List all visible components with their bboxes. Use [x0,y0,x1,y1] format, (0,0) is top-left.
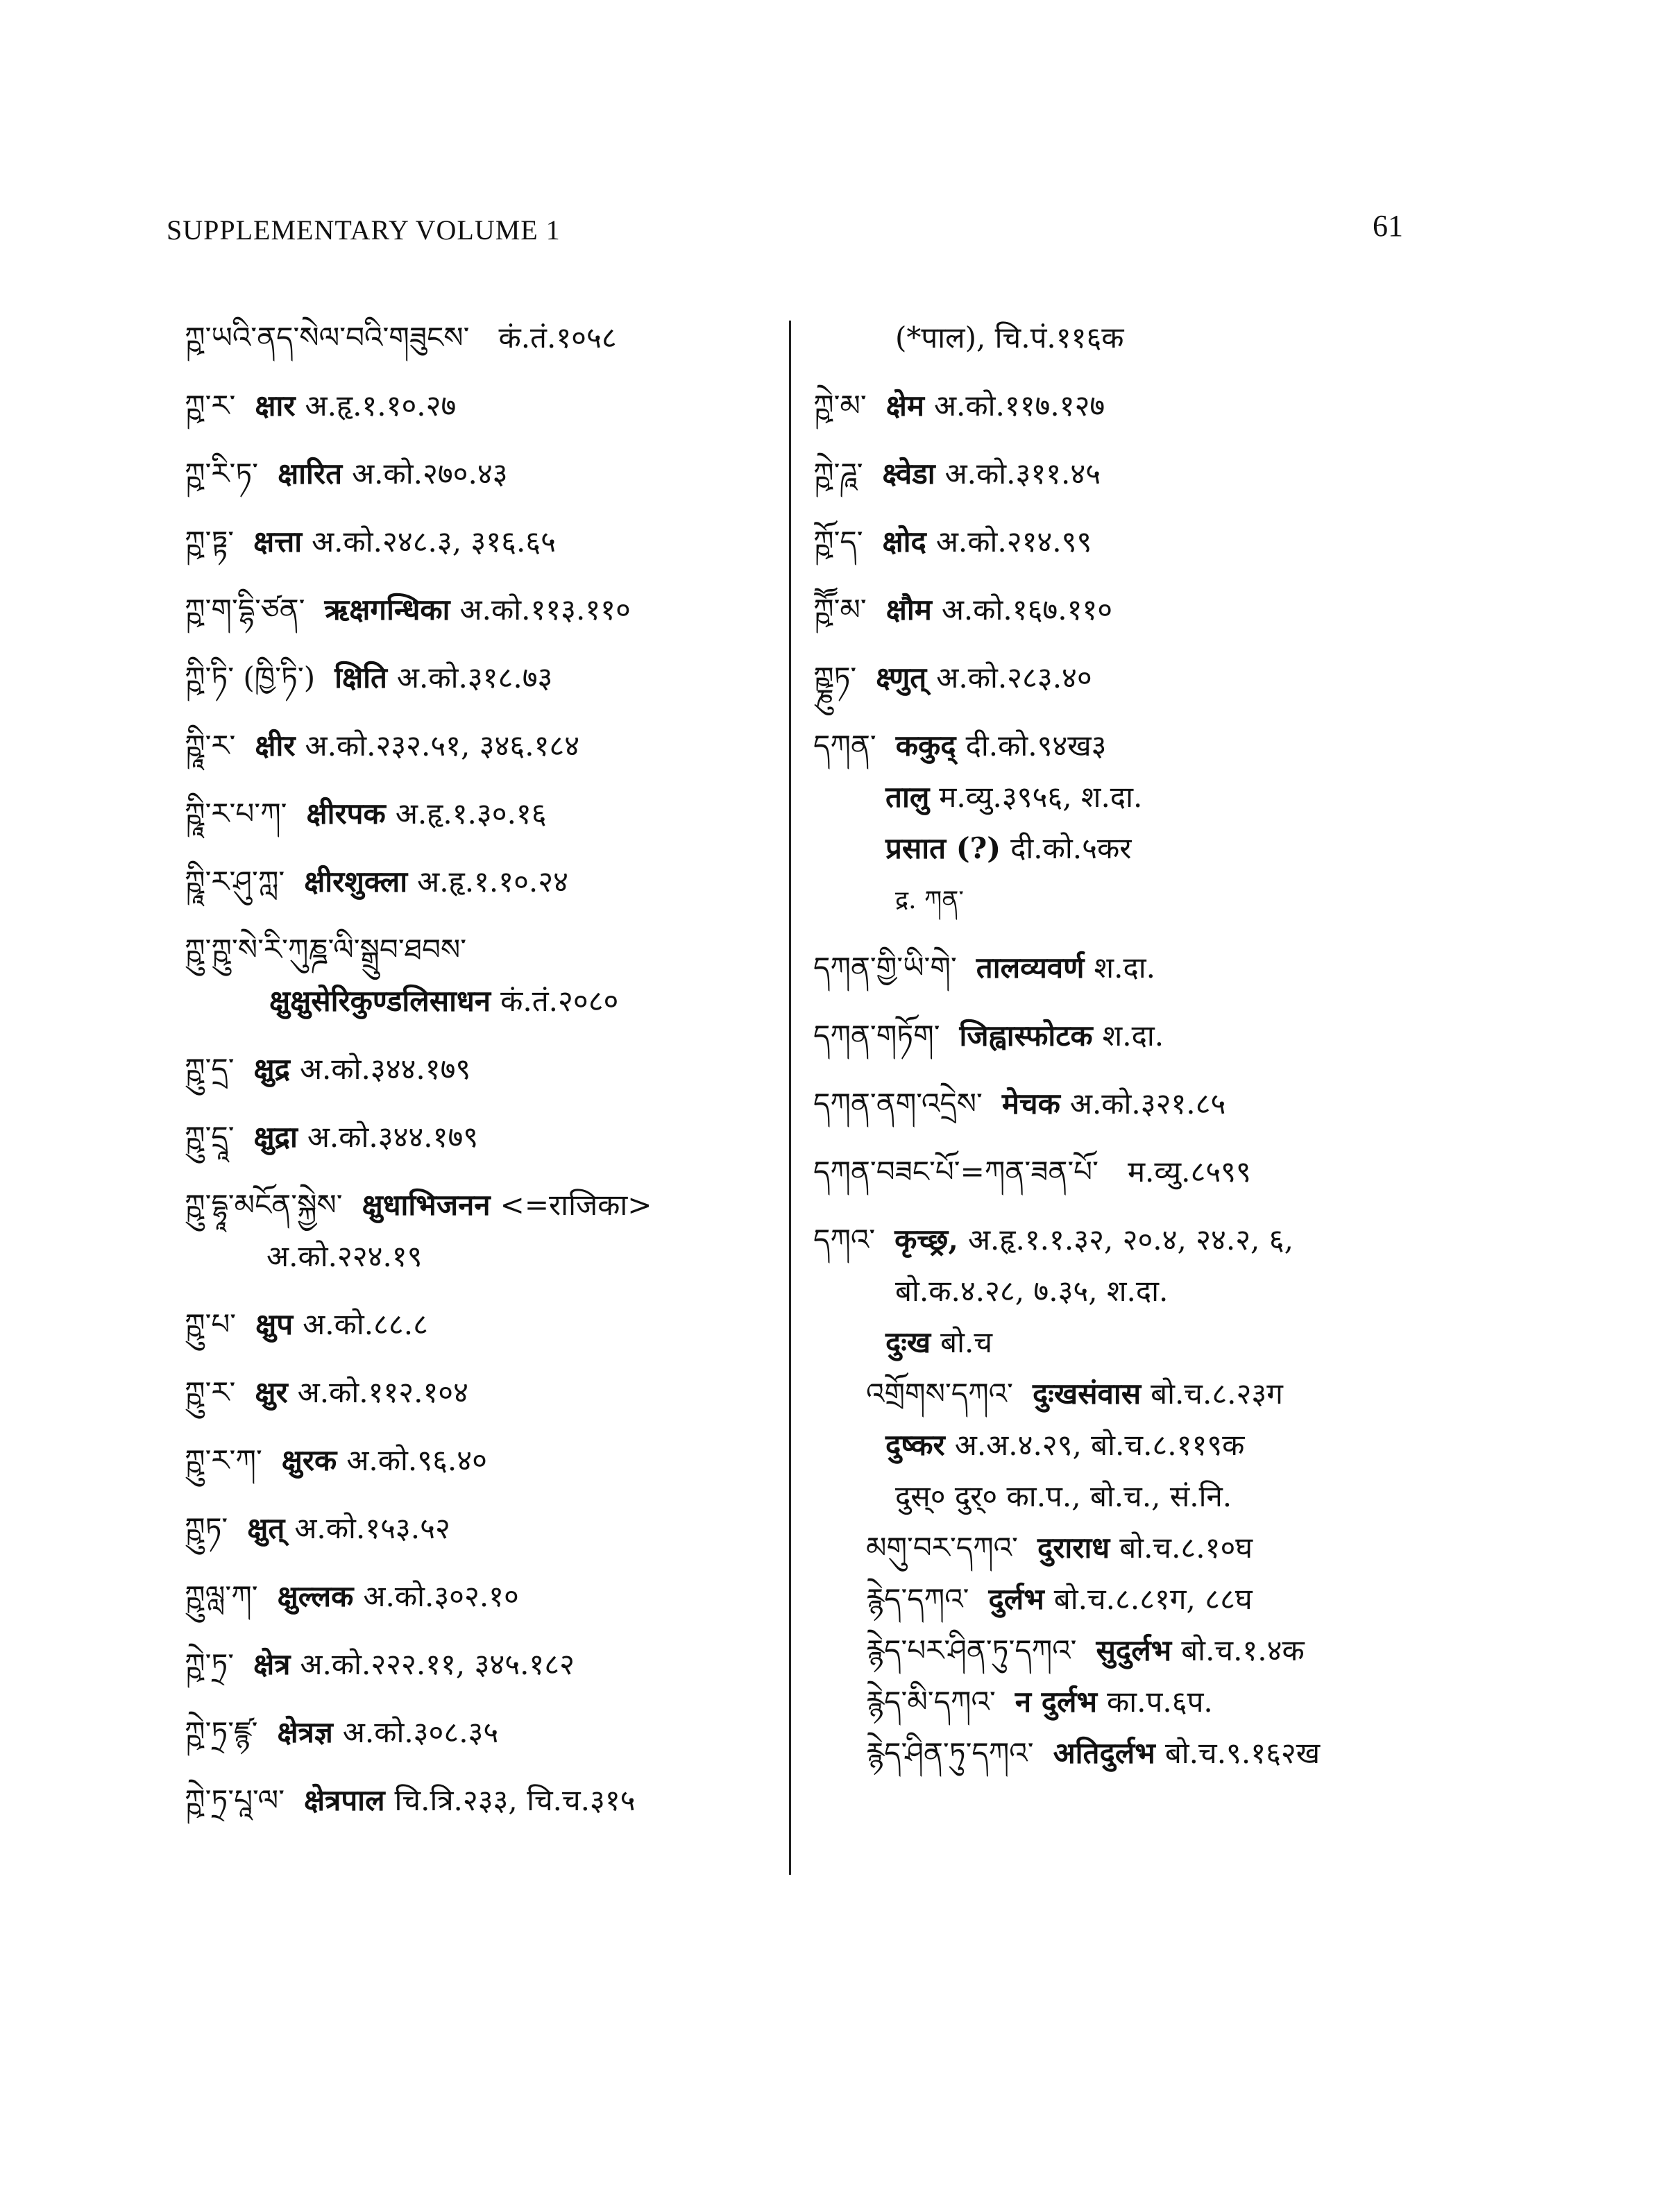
entry [813,661,1507,695]
sanskrit-term: क्षुरक [281,1443,337,1477]
tibetan-headword: ཀྵཽ་མ་ [813,593,867,627]
reference: अ.को.३२१.८५ [1069,1087,1226,1121]
tibetan-headword: ཀྵ་ག་དྷི་ཙན་ [185,593,305,627]
sub-entry [813,1685,1507,1719]
entry [185,1647,761,1682]
entry [185,1715,761,1750]
reference: अ.को.२१४.९९ [935,525,1092,559]
reference: बो.च [940,1325,993,1359]
sub-entry [813,1582,1507,1617]
entry [185,729,761,763]
sanskrit-term: न दुर्लभ [1015,1685,1098,1719]
tibetan-headword: ཀྵུ་པ་ [185,1307,237,1341]
sanskrit-term: जिह्वास्फोटक [959,1019,1093,1053]
reference: कं.तं.२०८० [500,984,619,1018]
entry [813,389,1507,423]
reference: म.व्यु.३९५६, श.दा. [939,780,1143,814]
entry [185,593,761,627]
sanskrit-term: क्षुद्र [253,1052,290,1086]
entry [185,1120,761,1155]
entry-continuation [813,1274,1507,1309]
reference: बो.च.१.४क [1181,1633,1305,1667]
entry [185,525,761,559]
tibetan-headword: ཀྵ་ཏྟ་ [185,525,235,559]
reference: चि.त्रि.२३३, चि.च.३१५ [394,1783,636,1817]
sanskrit-term: क्षुर [255,1375,288,1409]
sense-line [813,780,1507,815]
reference: अ.को.११२.१०४ [297,1375,468,1409]
sanskrit-term: क्षुल्लक [277,1579,354,1613]
reference: अ.को.२७०.४३ [352,457,508,491]
entry [185,321,761,355]
entry-continuation [185,984,761,1019]
entry [813,729,1507,763]
sanskrit-term: दुर्लभ [988,1582,1044,1616]
tibetan-headword: ཀྵཱི་ར་ཤུ་ཀླ་ [185,865,285,899]
tibetan-headword: རྙེད་པར་ཤིན་ཏུ་དཀའ་ [866,1633,1077,1667]
reference: अ.को.१६७.११० [941,593,1113,627]
tibetan-headword: ཀྵ་ར་ [185,389,236,423]
tibetan-headword: ཀྵུ་དྲ་ [185,1052,235,1086]
reference: अ.को.२८३.४० [936,661,1092,695]
sub-entry [813,1531,1507,1565]
reference: अ.हृ.१.३०.१६ [395,797,547,831]
sanskrit-term: क्षेम [885,389,924,423]
reference: अ.को.८८.८ [303,1307,428,1341]
reference: अ.को.३४४.१७९ [307,1120,479,1154]
entry [185,1307,761,1342]
tibetan-headword: ཀྵེ་ཏྲ་ [185,1647,235,1681]
reference: अ.को.३१८.७३ [396,661,553,695]
sanskrit-term: दुःख [885,1325,931,1359]
page-number: 61 [1373,209,1403,243]
tibetan-headword: ཀྵཱི་ར་པ་ཀ་ [185,797,287,831]
sanskrit-term: क्षेत्र [253,1647,291,1681]
entry [185,797,761,831]
reference: अ.को.११७.१२७ [933,389,1105,423]
tibetan-headword: ཀྵུལླ་ཀ་ [185,1579,258,1613]
entry [185,661,761,695]
tibetan-headword: ཀྵི་ཏི་ (ཁྱི་ཏི་) [185,661,316,695]
entry [185,1188,761,1223]
reference: म.व्यु.८५९९ [1127,1155,1251,1189]
tibetan-headword: ཀྵེ་ཏྲ་ཛྙ་ [185,1715,258,1749]
sanskrit-term: क्षीरशुक्ला [304,865,408,899]
entry [185,1579,761,1614]
reference: अ.को.९६.४० [346,1443,487,1477]
sanskrit-term: प्रसात (?) [885,831,1001,865]
reference: अ.को.२३२.५१, ३४६.१८४ [305,729,580,763]
reference: अ.को.११३.११० [459,593,631,627]
reference: दी.को.९४ख३ [965,729,1107,763]
reference: द्र. ཀན་ [895,886,964,914]
sanskrit-term: क्षारित [278,457,343,491]
sanskrit-term: सुदुर्लभ [1096,1633,1172,1667]
reference: अ.हृ.१.१०.२७ [305,389,457,423]
tibetan-headword: ཀྵྞུཏ་ [813,661,857,695]
reference: <=राजिका> [500,1188,652,1222]
tibetan-headword: རྙེད་དཀའ་ [866,1582,969,1616]
sanskrit-term: क्ष्णुत् [876,661,927,695]
entry [185,1783,761,1818]
sanskrit-term: क्षीरपक [306,797,386,831]
entry [185,1511,761,1546]
reference: श.दा. [1094,951,1155,985]
reference: अ.को.२२२.११, ३४५.१८२ [300,1647,575,1681]
sanskrit-term: क्षुक्षुसेरिकुण्डलिसाधन [269,984,491,1018]
tibetan-headword: དཀན་གཏོག་ [813,1019,940,1053]
sanskrit-term: क्षुधाभिजनन [362,1188,491,1222]
entry [185,1052,761,1087]
sub-entry [813,1633,1507,1668]
sanskrit-term: क्षुत् [247,1511,285,1545]
reference: अ.को.१५३.५२ [294,1511,450,1545]
tibetan-headword: དཀའ་ [813,1223,876,1257]
reference: श.दा. [1102,1019,1164,1053]
entry [185,389,761,423]
tibetan-headword: དཀན་བཟང་པོ་=ཀན་ཟན་པོ་ [813,1155,1098,1189]
sanskrit-term: क्षेत्रपाल [304,1783,385,1817]
entry [813,593,1507,627]
tibetan-headword: ཀྵ་རི་ཏ་ [185,457,259,491]
tibetan-headword: ཀྵེ་ཏྲ་པཱ་ལ་ [185,1783,285,1817]
reference: अ.को.३४४.१७९ [299,1052,471,1086]
sanskrit-term: क्षीर [255,729,296,763]
tibetan-headword: ཀྵཱི་ར་ [185,729,236,763]
tibetan-headword: ཀྵེ་མ་ [813,389,867,423]
reference: कं.तं.१०५८ [498,321,617,355]
tibetan-headword: ཀྵ་ཡའི་ནད་སེལ་བའི་གཟུངས་ [185,321,470,355]
reference: अ.हृ.१.१०.२४ [417,865,568,899]
right-column [813,321,1507,1787]
entry [185,865,761,899]
sanskrit-term: क्षुप [255,1307,294,1341]
sub-entry [813,1377,1507,1411]
sanskrit-term: क्षेत्रज्ञ [277,1715,333,1749]
reference: अ.को.३११.४५ [944,457,1101,491]
reference: बो.च.८.१०घ [1119,1531,1253,1565]
tibetan-headword: ཀྵུ་ར་ [185,1375,236,1409]
entry [813,457,1507,491]
reference: का.प.६प. [1107,1685,1213,1719]
reference: बो.च.८.२३ग [1151,1377,1283,1411]
entry [813,951,1507,985]
sanskrit-term: दुराराध [1037,1531,1110,1565]
reference: अ.को.३०८.३५ [342,1715,499,1749]
entry [813,525,1507,559]
sanskrit-term: दुष्कर [885,1428,945,1462]
tibetan-headword: དཀན་གྱི་ཡི་གེ་ [813,951,957,985]
tibetan-headword: རྙེད་ཤིན་ཏུ་དཀའ་ [866,1736,1034,1770]
entry [813,1087,1507,1121]
sanskrit-term: तालव्यवर्ण [976,951,1085,985]
entry [185,1443,761,1478]
reference: अ.को.३०२.१० [363,1579,519,1613]
left-column [185,321,761,1851]
reference: बो.च.८.८१ग, ८८घ [1053,1582,1253,1616]
reference: बो.क.४.२८, ७.३५, श.दा. [895,1274,1169,1308]
column-divider [789,321,791,1875]
tibetan-headword: འགྲོགས་དཀའ་ [866,1377,1013,1411]
entry-continuation [185,1239,761,1274]
sanskrit-term: ककुद् [895,729,956,763]
reference: अ.हृ.१.१.३२, २०.४, २४.२, ६, [967,1223,1293,1257]
tibetan-headword: དཀན་ [813,729,876,763]
entry [813,1223,1507,1257]
cross-reference [813,883,1507,917]
tibetan-headword: མགུ་བར་དཀའ་ [866,1531,1018,1565]
reference: दी.को.५कर [1010,831,1132,865]
sanskrit-term: तालु [885,780,930,814]
sanskrit-term: ऋक्षगन्धिका [324,593,450,627]
reference: दुस्० दुर्० का.प., बो.च., सं.नि. [895,1479,1232,1513]
entry [813,1155,1507,1189]
sanskrit-term: क्ष्वेडा [882,457,935,491]
tibetan-headword: དཀན་ནག་འདྲེས་ [813,1087,983,1121]
entry [813,1019,1507,1053]
sanskrit-term: क्षार [255,389,296,423]
tibetan-headword: ཀྵུ་དྷཱ་མངོན་སྐྱེས་ [185,1188,343,1222]
sub-entry [813,1736,1507,1771]
tibetan-headword: ཀྵེ་ཌཱ་ [813,457,863,491]
running-head: SUPPLEMENTARY VOLUME 1 [167,214,561,246]
sense-line [813,1428,1507,1463]
reference: (*पाल), चि.पं.११६क [895,321,1124,355]
sanskrit-term: क्षत्ता [253,525,303,559]
tibetan-headword: ཀྵོ་ད་ [813,525,863,559]
tibetan-headword: ཀྵུཏ་ [185,1511,228,1545]
sanskrit-term: कृच्छ्र, [894,1223,958,1257]
sanskrit-term: अतिदुर्लभ [1053,1736,1155,1770]
entry [185,1375,761,1410]
sanskrit-term: क्षिति [334,661,387,695]
entry [185,457,761,491]
sense-line [813,1325,1507,1360]
tibetan-headword: ཀྵུ་དྲཱ་ [185,1120,235,1154]
entry [185,933,761,967]
reference: अ.को.२२४.१९ [266,1239,423,1273]
reference: अ.अ.४.२९, बो.च.८.११९क [954,1428,1245,1462]
sense-line [813,831,1507,866]
reference: बो.च.९.१६२ख [1164,1736,1321,1770]
sanskrit-term: क्षौम [885,593,932,627]
entry-continuation [813,321,1507,355]
sense-line [813,1479,1507,1514]
sanskrit-term: क्षुद्रा [253,1120,298,1154]
sanskrit-term: क्षोद [882,525,926,559]
tibetan-headword: རྙེད་མི་དཀའ་ [866,1685,996,1719]
tibetan-headword: ཀྵུ་ར་ཀ་ [185,1443,262,1477]
tibetan-headword: ཀྵུ་ཀྵུ་སེ་རི་ཀུཎྜ་ལི་སྒྲུབ་ཐབས་ [185,933,467,967]
sanskrit-term: दुःखसंवास [1032,1377,1142,1411]
sanskrit-term: मेचक [1001,1087,1060,1121]
reference: अ.को.२४८.३, ३१६.६५ [312,525,556,559]
